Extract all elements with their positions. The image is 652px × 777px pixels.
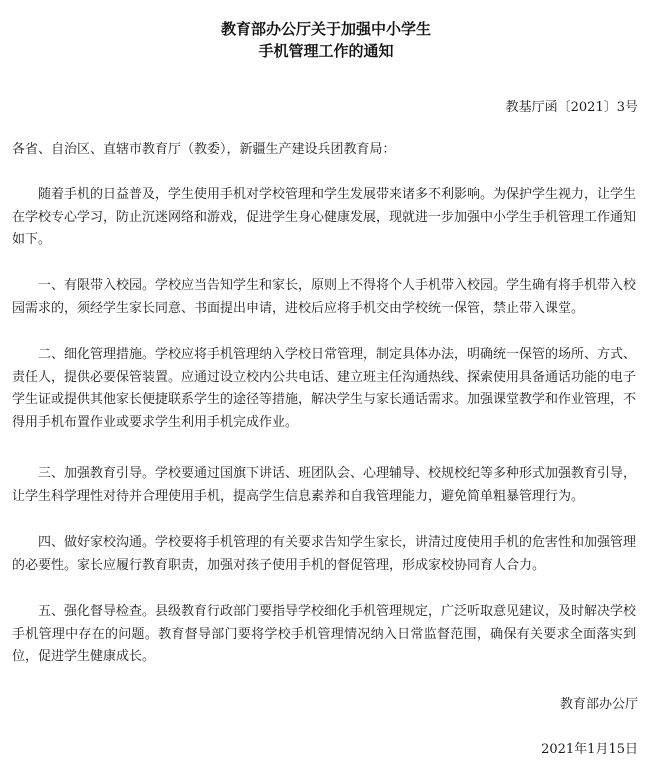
salutation: 各省、自治区、直辖市教育厅（教委），新疆生产建设兵团教育局：	[12, 142, 396, 157]
paragraph-intro: 随着手机的日益普及，学生使用手机对学校管理和学生发展带来诸多不利影响。为保护学生视力，让学生在学校专心学习，防止沉迷网络和游戏，促进学生身心健康发展，现就进一步加强中小学生手机管理工作通知如下。	[12, 187, 637, 247]
issue-date: 2021年1月15日	[541, 742, 638, 757]
paragraph-item-4: 四、做好家校沟通。学校要将手机管理的有关要求告知学生家长，讲清过度使用手机的危害性和加强管理的必要性。家长应履行教育职责，加强对孩子使用手机的督促管理，形成家校协同育人合力。	[12, 535, 637, 573]
document-title-line2: 手机管理工作的通知	[258, 42, 394, 60]
paragraph-item-2: 二、细化管理措施。学校应将手机管理纳入学校日常管理，制定具体办法，明确统一保管的场所、方式、责任人，提供必要保管装置。应通过设立校内公共电话、建立班主任沟通热线、探索使用具备通话功能的电子学生证或提供其他家长便捷联系学生的途径等措施，解决学生与家长通话需求。加强课堂教学和作业管理，不得用手机布置作业或要求学生利用手机完成作业。	[12, 347, 637, 430]
document-number: 教基厅函〔2021〕3号	[505, 100, 638, 115]
issuer-signature: 教育部办公厅	[559, 697, 638, 712]
document-title-line1: 教育部办公厅关于加强中小学生	[220, 20, 431, 38]
paragraph-item-1: 一、有限带入校园。学校应当告知学生和家长，原则上不得将个人手机带入校园。学生确有将手机带入校园需求的，须经学生家长同意、书面提出申请，进校后应将手机交由学校统一保管，禁止带入课堂。	[12, 278, 637, 316]
paragraph-item-3: 三、加强教育引导。学校要通过国旗下讲话、班团队会、心理辅导、校规校纪等多种形式加强教育引导，让学生科学理性对待并合理使用手机，提高学生信息素养和自我管理能力，避免简单粗暴管理行为。	[12, 466, 637, 504]
paragraph-item-5: 五、强化督导检查。县级教育行政部门要指导学校细化手机管理规定，广泛听取意见建议，及时解决学校手机管理中存在的问题。教育督导部门要将学校手机管理情况纳入日常监督范围，确保有关要求全面落实到位，促进学生健康成长。	[12, 604, 637, 664]
